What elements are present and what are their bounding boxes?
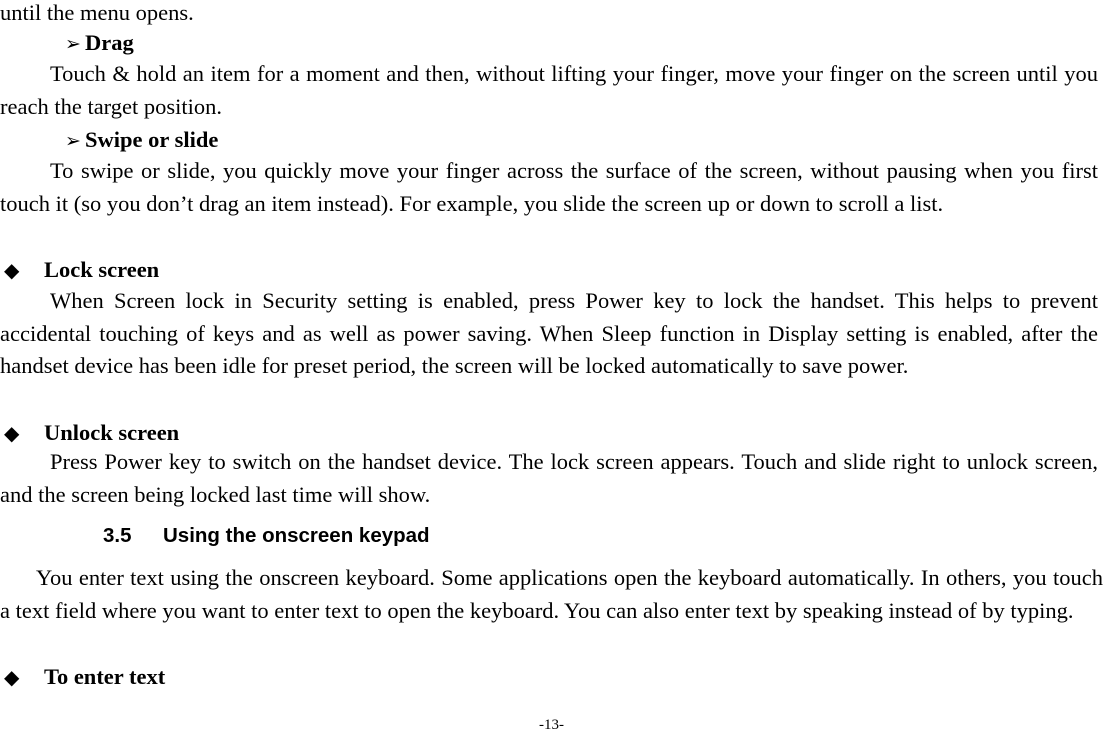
- drag-heading: [65, 32, 134, 55]
- swipe-heading: [65, 129, 218, 152]
- arrow-bullet-icon: ➢: [65, 33, 81, 55]
- section-title: Using the onscreen keypad: [163, 524, 430, 547]
- diamond-bullet-icon: ◆: [4, 258, 20, 282]
- unlock-screen-heading-text: Unlock screen: [44, 420, 180, 445]
- lock-screen-heading-text: Lock screen: [44, 257, 160, 282]
- unlock-screen-heading: [4, 422, 179, 445]
- drag-paragraph: Touch & hold an item for a moment and then, without lifting your finger, move your finger on the screen until you reach the target position.: [0, 61, 1098, 119]
- swipe-paragraph: To swipe or slide, you quickly move your finger across the surface of the screen, without pausing when you first touch it (so you don’t drag an item instead). For example, you slide the screen up or down to scroll a list.: [0, 158, 1098, 216]
- diamond-bullet-icon: ◆: [4, 665, 20, 689]
- page-number: -13-: [539, 717, 564, 733]
- section-number: 3.5: [103, 524, 132, 547]
- section-heading: [103, 526, 430, 547]
- diamond-bullet-icon: ◆: [4, 421, 20, 445]
- continued-text-line: until the menu opens.: [0, 0, 194, 25]
- drag-heading-text: Drag: [85, 30, 134, 55]
- arrow-bullet-icon: ➢: [65, 130, 81, 152]
- enter-text-heading: [4, 666, 165, 689]
- enter-text-heading-text: To enter text: [44, 664, 166, 689]
- lock-screen-heading: [4, 259, 159, 282]
- unlock-screen-paragraph: Press Power key to switch on the handset device. The lock screen appears. Touch and slide right to unlock screen, and the screen being locked last time will show.: [0, 449, 1098, 507]
- swipe-heading-text: Swipe or slide: [85, 127, 219, 152]
- lock-screen-paragraph: When Screen lock in Security setting is enabled, press Power key to lock the handset. This helps to prevent accidental touching of keys and as well as power saving. When Sleep function in Display setting is enabled, after the handset device has been idle for preset period, the screen will be locked automatically to save power.: [0, 288, 1098, 378]
- section-paragraph: You enter text using the onscreen keyboard. Some applications open the keyboard automatically. In others, you touch a text field where you want to enter text to open the keyboard. You can also enter text by speaking instead of by typing.: [0, 565, 1103, 623]
